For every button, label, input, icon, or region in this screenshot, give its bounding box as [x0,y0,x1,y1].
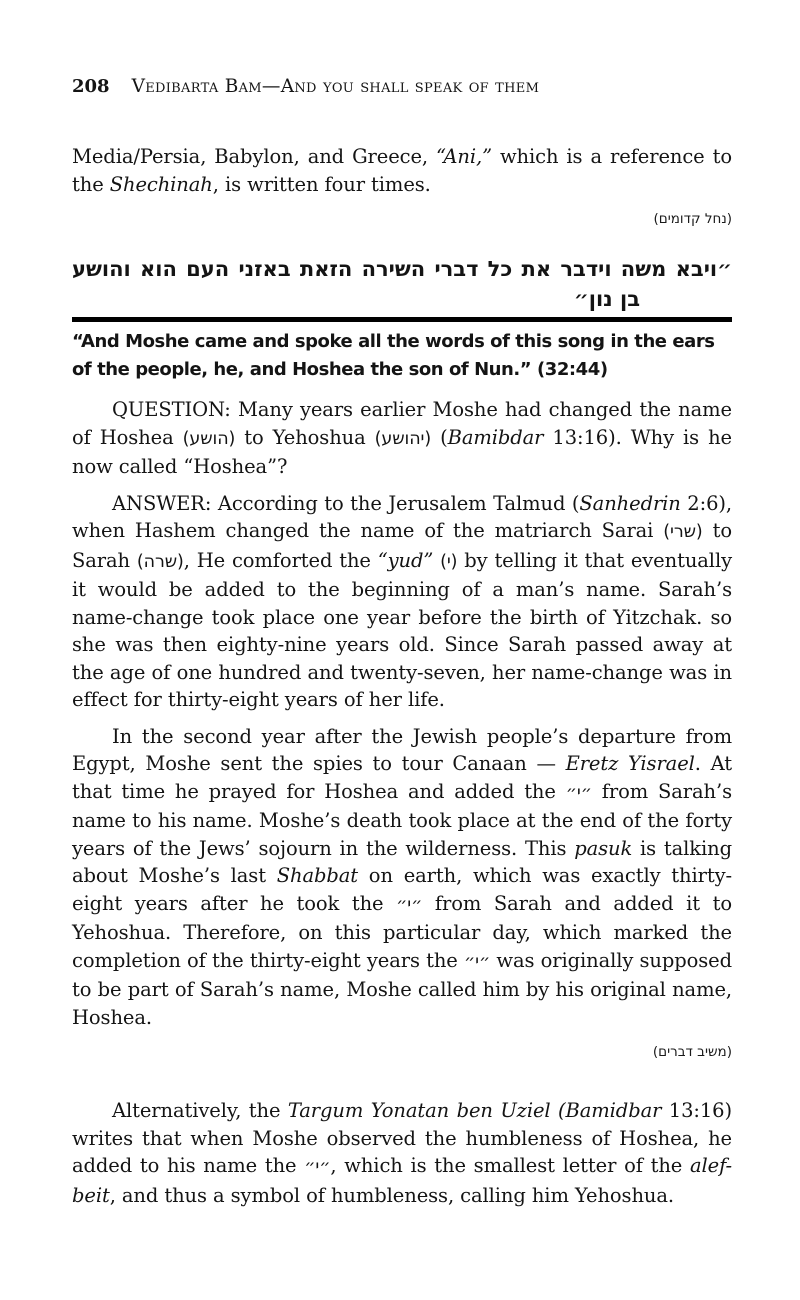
discussion-paragraph: In the second year after the Jewish people’s departure from Egypt, Moshe sent the spies to tour Canaan — Eretz Yisrael. At that time he prayed for Hoshea and added the ״י״ from Sarah’s name to his name. Moshe’s death took place at the end of the forty years of the Jews’ sojourn in the wilderness. This pasuk is talking about Moshe’s last Shabbat on earth, which was exactly thirty-eight years after he took the ״י״ from Sarah and added it to Yehoshua. Therefore, on this particular day, which marked the completion of the thirty-eight years the ״י״ was originally supposed to be part of Sarah’s name, Moshe called him by his original name, Hoshea. [72,724,732,1029]
heading-rule [72,317,732,322]
hebrew-verse-line-1: ״ויבא משה וידבר את כל דברי השירה הזאת באזני העם הוא והושע [72,257,732,281]
page-content [72,0,732,1209]
intro-paragraph: Media/Persia, Babylon, and Greece, “Ani,” which is a reference to the Shechinah, is written four times. [72,145,732,196]
source-attribution-nachal-kedumim: (נחל קדומים) [653,211,732,227]
page-number: 208 [72,76,110,97]
question-paragraph: QUESTION: Many years earlier Moshe had changed the name of Hoshea (הושע) to Yehoshua (יהושע) (Bamibdar 13:16). Why is he now called “Hoshea”? [72,398,732,478]
book-title: Vedibarta Bam—And you shall speak of them [131,76,540,97]
running-head [72,76,732,97]
verse-translation-heading: “And Moshe came and spoke all the words of this song in the ears of the people, he, and Hoshea the son of Nun.” (32:44) [72,331,715,380]
hebrew-verse-line-2: בן נון״ [573,287,640,311]
hebrew-verse-heading [72,254,732,314]
source-attribution-meishiv-devarim: (משיב דברים) [652,1044,732,1060]
alternative-answer-paragraph: Alternatively, the Targum Yonatan ben Uziel (Bamidbar 13:16) writes that when Moshe observed the humbleness of Hoshea, he added to his name the ״י״, which is the smallest letter of the alef-beit, and thus a symbol of humbleness, calling him Yehoshua. [72,1099,732,1207]
answer-paragraph: ANSWER: According to the Jerusalem Talmud (Sanhedrin 2:6), when Hashem changed the name of the matriarch Sarai (שרי) to Sarah (שרה), He comforted the “yud” (י) by telling it that eventually it would be added to the beginning of a man’s name. Sarah’s name-change took place one year before the birth of Yitzchak. so she was then eighty-nine years old. Since Sarah passed away at the age of one hundred and twenty-seven, her name-change was in effect for thirty-eight years of her life. [72,491,732,711]
